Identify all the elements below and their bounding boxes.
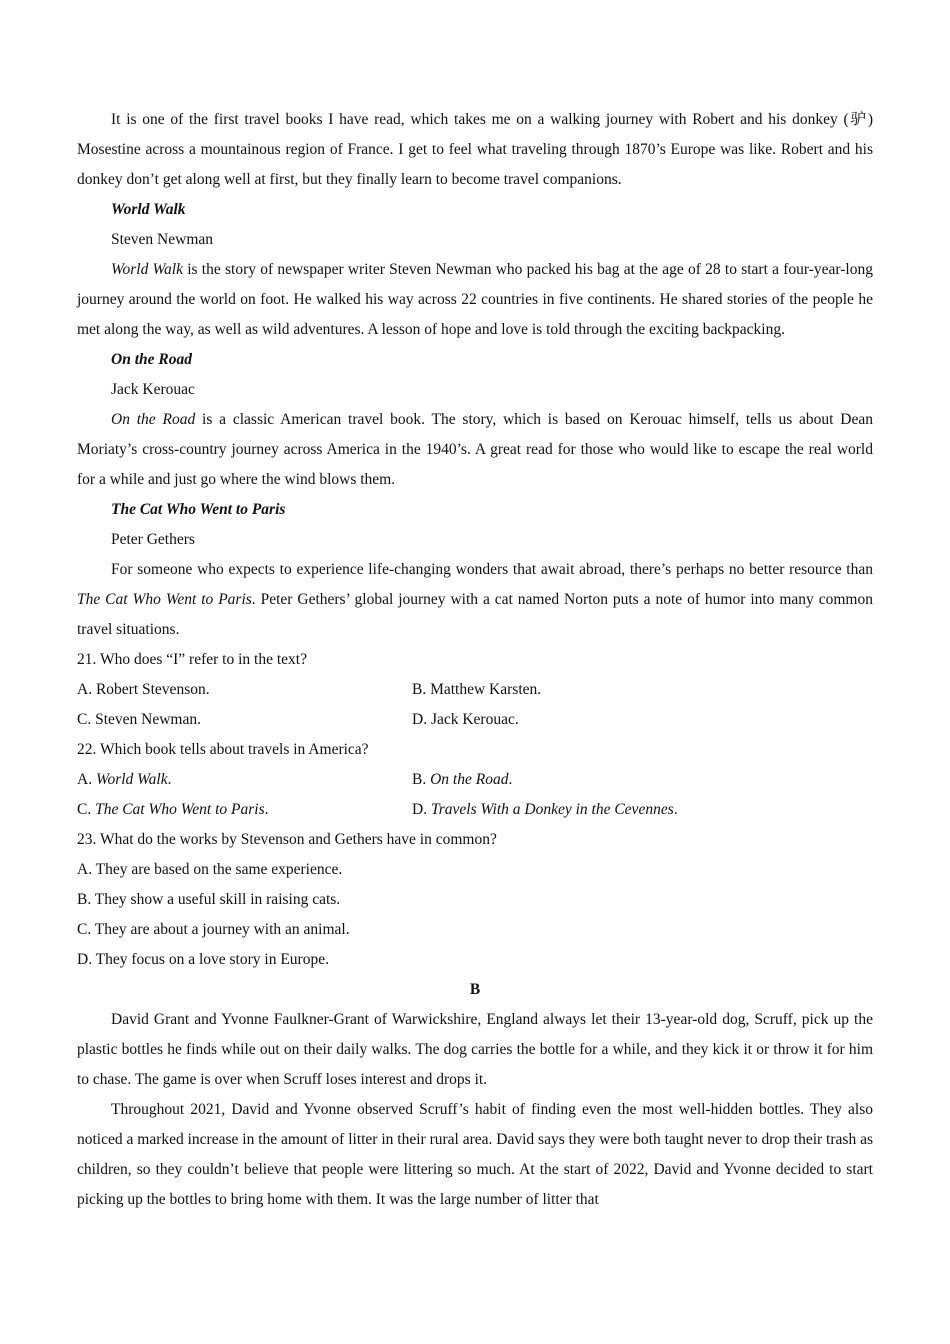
- book-desc-on-the-road: [77, 405, 873, 495]
- question-22-options-row-1: [77, 765, 873, 795]
- book-desc-cat-paris: [77, 555, 873, 645]
- q21-option-a: A. Robert Stevenson.: [77, 681, 210, 698]
- book-desc-text: is a classic American travel book. The story, which is based on Kerouac himself, tells us about Dean Moriaty’s cross-country journey across America in the 1940’s. A great read for those who would like to escape the real world for a while and just go where the wind blows them.: [77, 411, 873, 488]
- passage-a-intro: It is one of the first travel books I have read, which takes me on a walking journey with Robert and his donkey (驴) Mosestine across a mountainous region of France. I get to feel what traveling through 1870’s Europe was like. Robert and his donkey don’t get along well at first, but they finally learn to become travel companions.: [77, 111, 873, 188]
- book-desc-text: . Peter Gethers’ global journey with a cat named Norton puts a note of humor into many common travel situations.: [77, 591, 873, 638]
- q22-option-b: [412, 765, 873, 795]
- q23-option-b: B. They show a useful skill in raising cats.: [77, 891, 341, 908]
- option-period: .: [264, 801, 269, 818]
- book-desc-text: For someone who expects to experience life-changing wonders that await abroad, there’s perhaps no better resource than: [111, 561, 873, 578]
- book-title-on-the-road: On the Road: [111, 351, 192, 368]
- passage-b-paragraph-1: David Grant and Yvonne Faulkner-Grant of Warwickshire, England always let their 13-year-old dog, Scruff, pick up the plastic bottles he finds while out on their daily walks. The dog carries the bottle for a while, and they kick it or throw it for him to chase. The game is over when Scruff loses interest and drops it.: [77, 1011, 873, 1088]
- option-title: On the Road: [430, 771, 509, 788]
- question-23-stem: 23. What do the works by Stevenson and Gethers have in common?: [77, 831, 497, 848]
- book-desc-text: is the story of newspaper writer Steven Newman who packed his bag at the age of 28 to start a four-year-long journey around the world on foot. He walked his way across 22 countries in five continents. He shared stories of the people he met along the way, as well as wild adventures. A lesson of hope and love is told through the exciting backpacking.: [77, 261, 873, 338]
- book-desc-title: On the Road: [111, 411, 196, 428]
- book-author-on-the-road: Jack Kerouac: [111, 381, 195, 398]
- book-desc-world-walk: [77, 255, 873, 345]
- option-letter: A.: [77, 771, 96, 788]
- section-b-heading: B: [469, 981, 481, 998]
- book-title-cat-paris: The Cat Who Went to Paris: [111, 501, 286, 518]
- q23-option-d: D. They focus on a love story in Europe.: [77, 951, 329, 968]
- option-letter: D.: [412, 801, 431, 818]
- passage-b-paragraph-2: Throughout 2021, David and Yvonne observed Scruff’s habit of finding even the most well-hidden bottles. They also noticed a marked increase in the amount of litter in their rural area. David says they were both taught never to drop their trash as children, so they couldn’t believe that people were littering so much. At the start of 2022, David and Yvonne decided to start picking up the bottles to bring home with them. It was the large number of litter that: [77, 1101, 873, 1208]
- q22-option-a: [77, 765, 412, 795]
- book-desc-title: The Cat Who Went to Paris: [77, 591, 252, 608]
- document-page: [77, 105, 873, 1215]
- q23-option-c: C. They are about a journey with an animal.: [77, 921, 350, 938]
- q22-option-c: [77, 795, 412, 825]
- option-title: Travels With a Donkey in the Cevennes: [430, 801, 674, 818]
- option-period: .: [167, 771, 172, 788]
- option-letter: B.: [412, 771, 431, 788]
- q21-option-b: B. Matthew Karsten.: [412, 681, 542, 698]
- option-title: The Cat Who Went to Paris: [95, 801, 265, 818]
- q23-option-a: A. They are based on the same experience.: [77, 861, 343, 878]
- question-22-options-row-2: [77, 795, 873, 825]
- book-title-world-walk: World Walk: [111, 201, 186, 218]
- q21-option-d: D. Jack Kerouac.: [412, 711, 519, 728]
- option-period: .: [508, 771, 513, 788]
- question-21-options-row-2: [77, 705, 873, 735]
- book-desc-title: World Walk: [111, 261, 183, 278]
- book-author-world-walk: Steven Newman: [111, 231, 214, 248]
- q21-option-c: C. Steven Newman.: [77, 711, 201, 728]
- question-22-stem: 22. Which book tells about travels in America?: [77, 741, 369, 758]
- option-period: .: [673, 801, 678, 818]
- question-21-options-row-1: [77, 675, 873, 705]
- book-author-cat-paris: Peter Gethers: [111, 531, 195, 548]
- option-letter: C.: [77, 801, 96, 818]
- question-21-stem: 21. Who does “I” refer to in the text?: [77, 651, 307, 668]
- option-title: World Walk: [95, 771, 168, 788]
- q22-option-d: [412, 795, 873, 825]
